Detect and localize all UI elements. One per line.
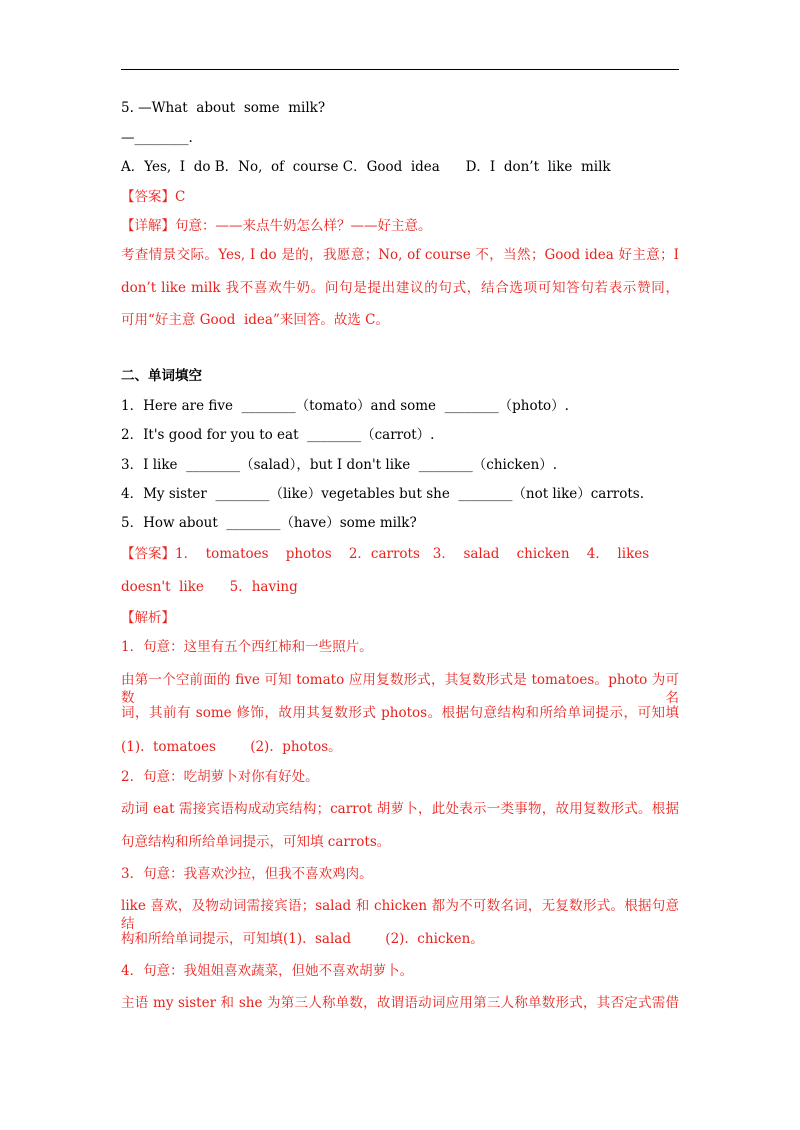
explain-line-3: 可用“好主意 Good idea”来回答。故选 C。 (121, 312, 389, 328)
analysis-line-5: 2．句意：吃胡萝卜对你有好处。 (121, 769, 319, 785)
fill-item-3: 3．I like ________（salad），but I don't like ________（chicken）. (121, 457, 558, 473)
explain-line-1: 考查情景交际。Yes, I do 是的，我愿意；No, of course 不，当然；Good idea 好主意；I (121, 247, 679, 263)
analysis-line-10: 构和所给单词提示，可知填(1). salad (2). chicken。 (121, 931, 484, 947)
section-heading: 二、单词填空 (121, 368, 202, 384)
detail-text: 【详解】句意：——来点牛奶怎么样？——好主意。 (121, 218, 432, 234)
answer-line-1: 【答案】1． tomatoes photos 2．carrots 3． salad chicken 4． likes (121, 546, 650, 562)
analysis-line-3: 词，其前有 some 修饰，故用其复数形式 photos。根据句意结构和所给单词提示，可知填 (121, 705, 679, 721)
analysis-line-9: like 喜欢，及物动词需接宾语；salad 和 chicken 都为不可数名词，无复数形式。根据句意结 (121, 898, 679, 932)
answer-line-2: doesn't like 5．having (121, 579, 298, 595)
analysis-line-8: 3．句意：我喜欢沙拉，但我不喜欢鸡肉。 (121, 866, 373, 882)
fill-item-1: 1．Here are five ________（tomato）and some ________（photo）. (121, 398, 569, 414)
question-5-blank: —________. (121, 130, 193, 146)
analysis-line-12: 主语 my sister 和 she 为第三人称单数，故谓语动词应用第三人称单数形式，其否定式需借 (121, 995, 679, 1011)
analysis-line-4: (1). tomatoes (2). photos。 (121, 739, 342, 755)
analysis-line-11: 4．句意：我姐姐喜欢蔬菜，但她不喜欢胡萝卜。 (121, 963, 414, 979)
analysis-line-6: 动词 eat 需接宾语构成动宾结构；carrot 胡萝卜，此处表示一类事物，故用复数形式。根据 (121, 801, 679, 817)
question-5: 5. —What about some milk? (121, 100, 326, 116)
header-rule (121, 69, 679, 70)
analysis-label: 【解析】 (121, 610, 175, 626)
analysis-line-1: 1．句意：这里有五个西红柿和一些照片。 (121, 639, 373, 655)
answer-label: 【答案】C (121, 189, 186, 205)
question-5-options: A．Yes, I do B．No, of course C．Good idea D．I don’t like milk (121, 159, 611, 175)
analysis-line-7: 句意结构和所给单词提示，可知填 carrots。 (121, 834, 391, 850)
fill-item-5: 5．How about ________（have）some milk? (121, 515, 417, 531)
fill-item-2: 2．It's good for you to eat ________（carrot）. (121, 427, 435, 443)
fill-item-4: 4．My sister ________（like）vegetables but she ________（not like）carrots. (121, 486, 645, 502)
analysis-line-2: 由第一个空前面的 five 可知 tomato 应用复数形式，其复数形式是 tomatoes。photo 为可数名 (121, 672, 679, 706)
explain-line-2: don’t like milk 我不喜欢牛奶。问句是提出建议的句式，结合选项可知答句若表示赞同， (121, 280, 679, 296)
